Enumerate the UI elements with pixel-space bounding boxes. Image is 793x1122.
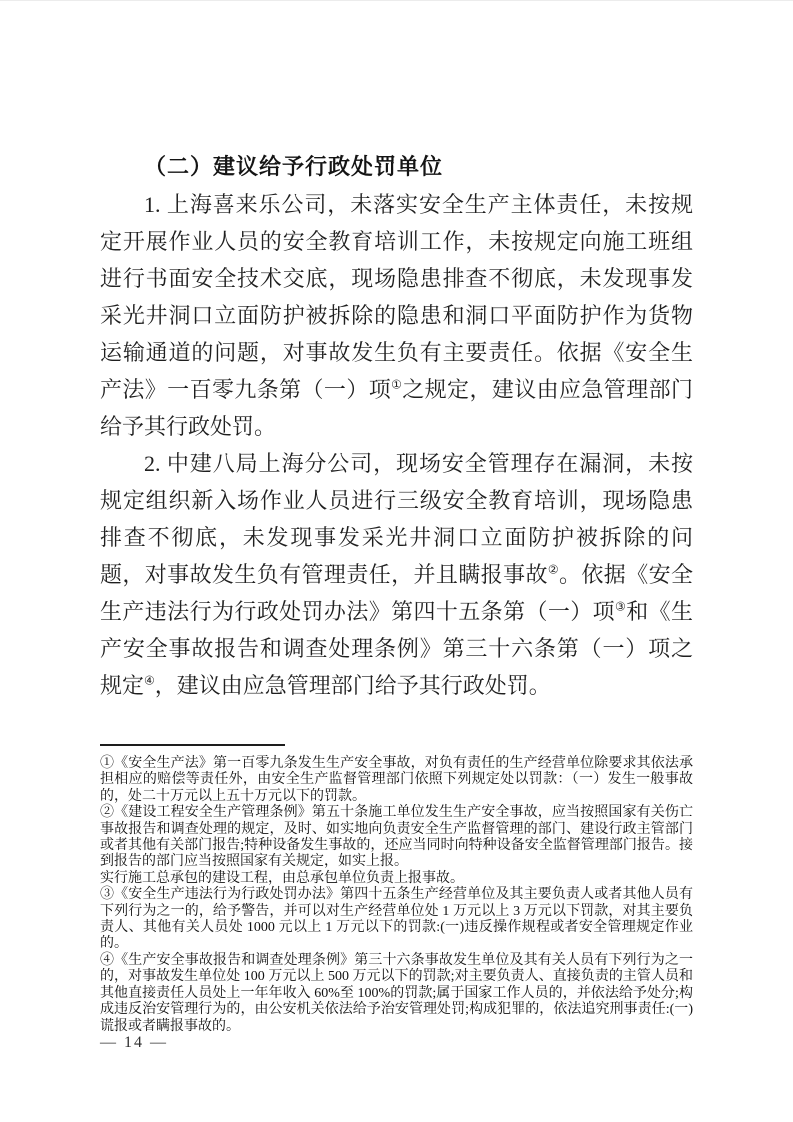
- footnote-2: ②《建设工程安全生产管理条例》第五十条施工单位发生生产安全事故，应当按照国家有关伤亡事故报告和调查处理的规定，及时、如实地向负责安全生产监督管理的部门、建设行政主管部门或者其他有关部门报告;特种设备发生事故的，还应当同时向特种设备安全监督管理部门报告。接到报告的部门应当按照国家有关规定，如实上报。: [100, 805, 693, 870]
- paragraph-2-text-cont1: 。依据《安全生产违法行为行政处罚办法》第四十五条第（一）项: [100, 562, 693, 624]
- paragraph-2: [100, 445, 693, 704]
- paragraph-1: [100, 186, 693, 445]
- paragraph-2-text-cont2: 和《生产安全事故报告和调查处理条例》第三十六条第（一）项之规定: [100, 599, 693, 698]
- footnotes-block: [100, 756, 693, 1035]
- footnote-ref-4: ④: [144, 673, 155, 688]
- footnote-2-continuation: 实行施工总承包的建设工程，由总承包单位负责上报事故。: [100, 870, 464, 886]
- footnote-4: ④《生产安全事故报告和调查处理条例》第三十六条事故发生单位及其有关人员有下列行为之一的，对事故发生单位处 100 万元以上 500 万元以下的罚款;对主要负责人、直接负责的主管人员和其他直接责任人员处上一年年收入 60%至 100%的罚款;属于国家工作人员的，并依法给予处分;构成违反治安管理行为的，由公安机关依法给予治安管理处罚;构成犯罪的，依法追究刑事责任:(一)谎报或者瞒报事故的。: [100, 952, 693, 1034]
- paragraph-1-text-cont: 之规定，建议由应急管理部门给予其行政处罚。: [100, 377, 693, 439]
- paragraph-2-text-cont3: ，建议由应急管理部门给予其行政处罚。: [154, 673, 551, 698]
- footnote-ref-3: ③: [615, 599, 627, 614]
- footnote-ref-1: ①: [391, 377, 403, 392]
- footnote-1: ①《安全生产法》第一百零九条发生生产安全事故，对负有责任的生产经营单位除要求其依法承担相应的赔偿等责任外，由安全生产监督管理部门依照下列规定处以罚款：（一）发生一般事故的，处二十万元以上五十万元以下的罚款。: [100, 756, 693, 804]
- document-content: [100, 148, 693, 1035]
- paragraph-1-text: 1. 上海喜来乐公司，未落实安全生产主体责任，未按规定开展作业人员的安全教育培训工作，未按规定向施工班组进行书面安全技术交底，现场隐患排查不彻底，未发现事发采光井洞口立面防护被拆除的隐患和洞口平面防护作为货物运输通道的问题，对事故发生负有主要责任。依据《安全生产法》一百零九条第（一）项: [100, 192, 693, 402]
- footnote-separator-line: [100, 744, 285, 746]
- footnote-ref-2: ②: [547, 562, 560, 577]
- paragraph-2-text: 2. 中建八局上海分公司，现场安全管理存在漏洞，未按规定组织新入场作业人员进行三级安全教育培训，现场隐患排查不彻底，未发现事发采光井洞口立面防护被拆除的问题，对事故发生负有管理责任，并且瞒报事故: [100, 451, 693, 587]
- footnote-3: ③《安全生产违法行为行政处罚办法》第四十五条生产经营单位及其主要负责人或者其他人员有下列行为之一的，给予警告，并可以对生产经营单位处 1 万元以上 3 万元以下罚款，对其主要负责人、其他有关人员处 1000 元以上 1 万元以下的罚款:(一)违反操作规程或者安全管理规定作业的。: [100, 887, 693, 952]
- section-heading: （二）建议给予行政处罚单位: [144, 154, 444, 179]
- page-number: — 14 —: [100, 1034, 168, 1051]
